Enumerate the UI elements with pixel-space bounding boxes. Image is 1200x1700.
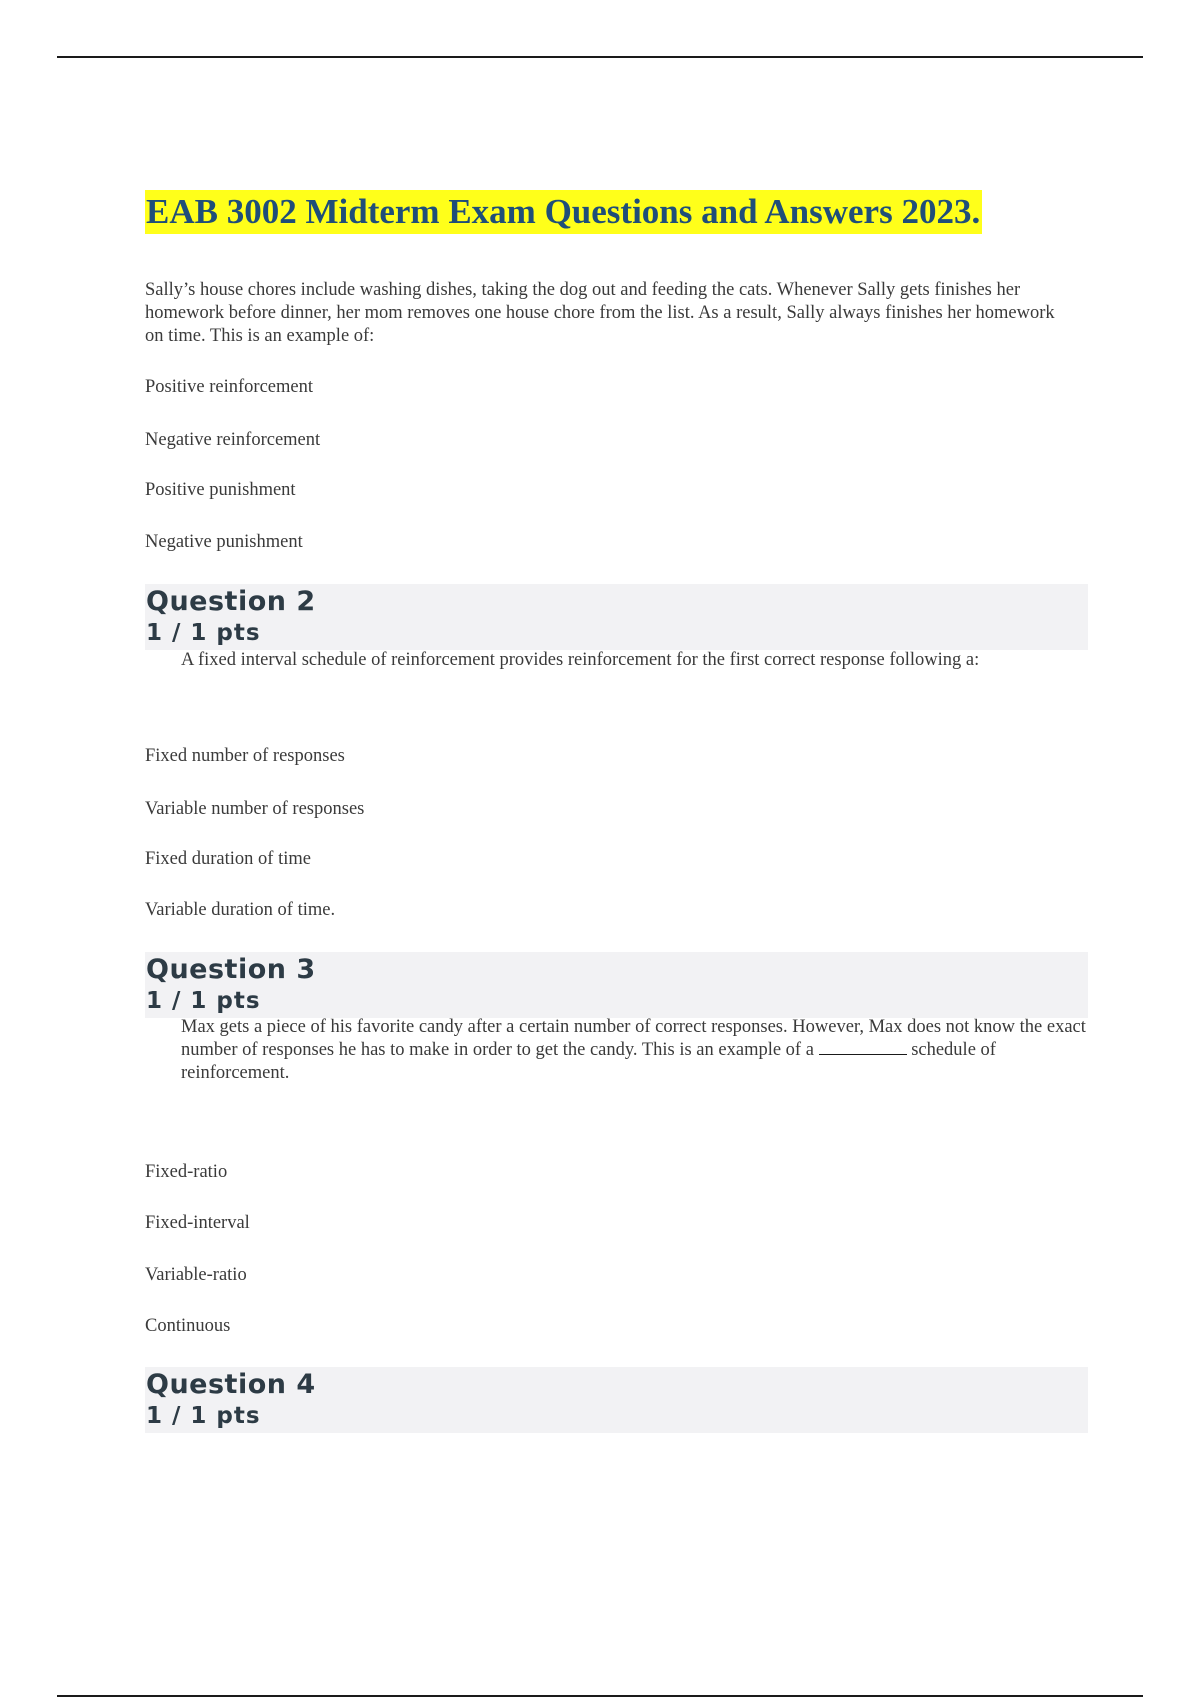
question-2-points: 1 / 1 pts xyxy=(146,620,261,646)
question-2-text: A fixed interval schedule of reinforcement provides reinforcement for the first correct response following a: xyxy=(181,650,980,670)
question-3-option[interactable]: Fixed-interval xyxy=(145,1213,250,1233)
question-3-option[interactable]: Fixed-ratio xyxy=(145,1162,228,1182)
question-3-text-start: Max gets a piece of his favorite candy after a certain number of correct responses. However, Max does not know the exact number of responses he has to make in order to get the candy. This is an example of a xyxy=(181,1017,1086,1060)
question-1-option[interactable]: Positive punishment xyxy=(145,480,296,500)
question-3-title: Question 3 xyxy=(146,954,316,985)
question-2-header xyxy=(145,584,1088,650)
question-4-title: Question 4 xyxy=(146,1369,316,1400)
question-3-option[interactable]: Continuous xyxy=(145,1316,231,1336)
question-2-option[interactable]: Variable duration of time. xyxy=(145,900,336,920)
question-2-option[interactable]: Fixed number of responses xyxy=(145,746,345,766)
question-1-option[interactable]: Positive reinforcement xyxy=(145,377,313,397)
question-2-option[interactable]: Variable number of responses xyxy=(145,799,365,819)
question-1-text: Sally’s house chores include washing dishes, taking the dog out and feeding the cats. Whenever Sally gets finishes her homework before dinner, her mom removes one house chore from the list. As a result, Sally always finishes her homework on time. This is an example of: xyxy=(145,280,1055,346)
question-3-text-end: schedule of reinforcement. xyxy=(181,1040,996,1083)
question-1-option[interactable]: Negative reinforcement xyxy=(145,430,321,450)
answer-blank xyxy=(819,1040,907,1055)
question-3-header xyxy=(145,952,1088,1018)
question-3-points: 1 / 1 pts xyxy=(146,988,261,1014)
question-4-header xyxy=(145,1367,1088,1433)
bottom-rule xyxy=(57,1695,1143,1697)
question-3-option[interactable]: Variable-ratio xyxy=(145,1265,247,1285)
question-2-option[interactable]: Fixed duration of time xyxy=(145,849,311,869)
question-4-points: 1 / 1 pts xyxy=(146,1403,261,1429)
top-rule xyxy=(57,56,1143,58)
document-title: EAB 3002 Midterm Exam Questions and Answers 2023. xyxy=(145,190,982,234)
question-1-option[interactable]: Negative punishment xyxy=(145,532,303,552)
question-2-title: Question 2 xyxy=(146,586,316,617)
question-3-text xyxy=(181,1016,1089,1085)
